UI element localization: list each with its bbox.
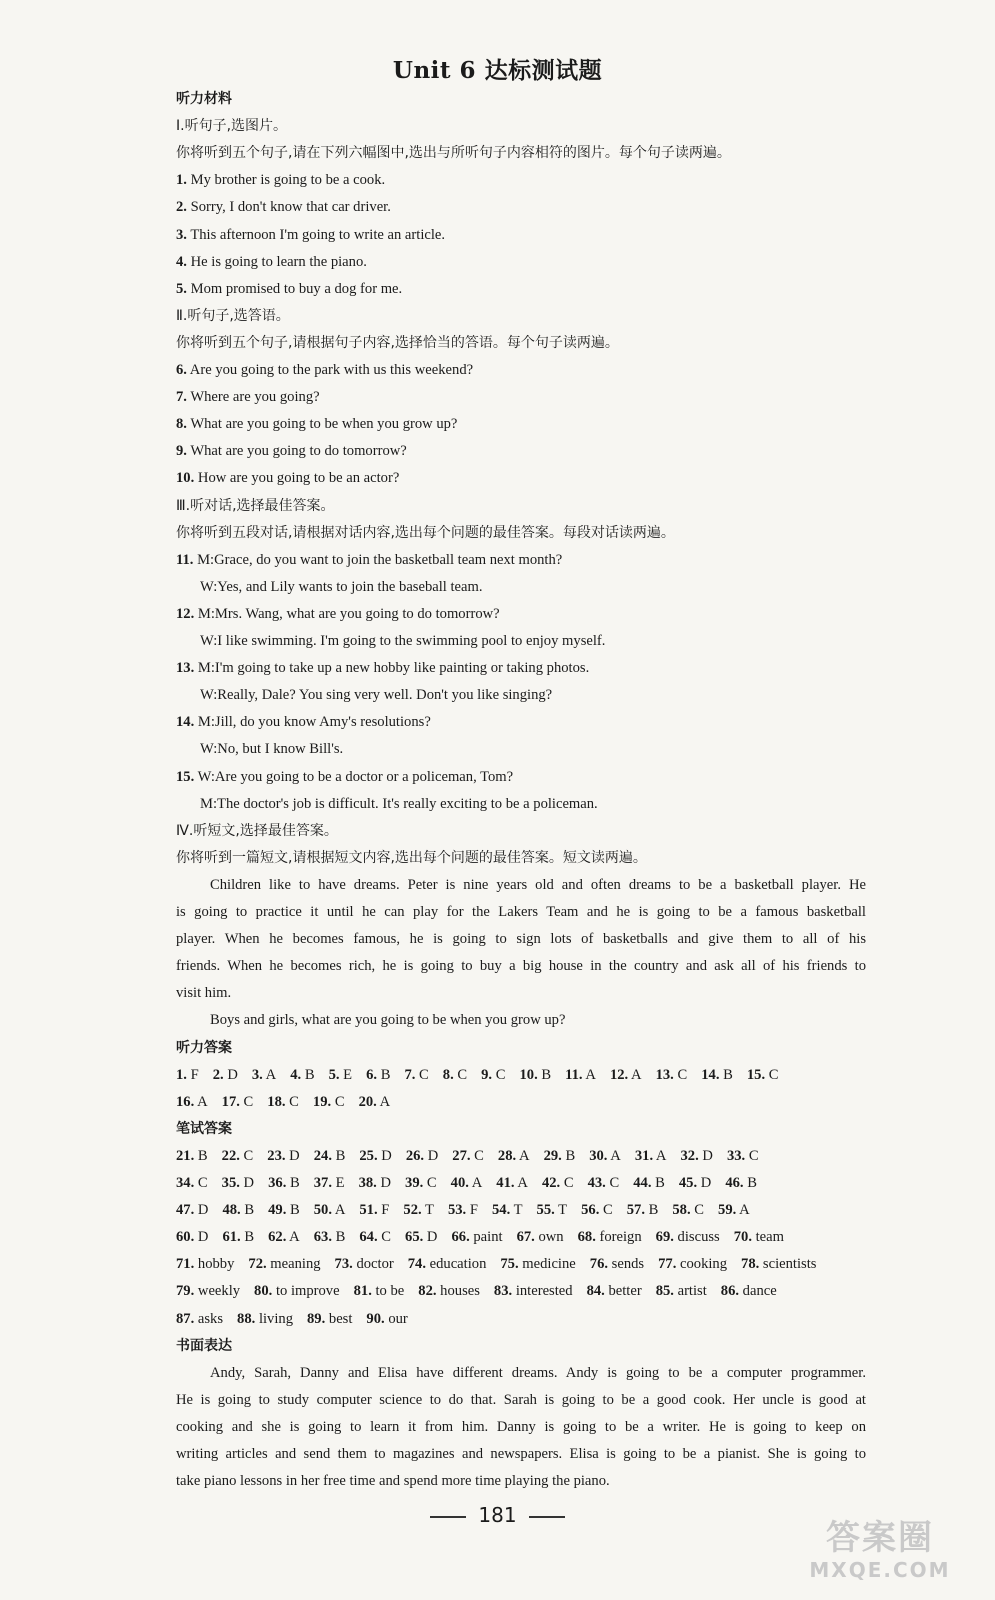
answer-item: 16. A bbox=[176, 1093, 208, 1110]
answer-item: 30. A bbox=[589, 1147, 621, 1164]
answer-item: 29. B bbox=[543, 1147, 576, 1164]
item-text: How are you going to be an actor? bbox=[194, 470, 400, 487]
answer-item: 38. D bbox=[358, 1175, 392, 1191]
answer-item: 35. D bbox=[221, 1175, 255, 1191]
answer-item: 7. C bbox=[404, 1066, 429, 1083]
answer-item: 88. living bbox=[237, 1310, 293, 1327]
answer-row bbox=[176, 1173, 771, 1193]
section-heading: 听力答案 bbox=[176, 1039, 232, 1056]
item-text: M:Mrs. Wang, what are you going to do tomorrow? bbox=[194, 605, 500, 622]
answer-item: 57. B bbox=[626, 1202, 659, 1219]
item-text: Sorry, I don't know that car driver. bbox=[186, 199, 391, 216]
question-item bbox=[176, 468, 399, 488]
answer-item: 64. C bbox=[359, 1229, 392, 1246]
answer-item: 71. hobby bbox=[176, 1256, 235, 1273]
item-number: 14. bbox=[176, 714, 195, 731]
answer-item: 15. C bbox=[746, 1066, 779, 1083]
item-text: M:Jill, do you know Amy's resolutions? bbox=[194, 714, 431, 731]
part-title: Ⅱ.听句子,选答语。 bbox=[176, 307, 290, 324]
answer-item: 53. F bbox=[447, 1202, 478, 1219]
part-instruction: 你将听到一篇短文,请根据短文内容,选出每个问题的最佳答案。短文读两遍。 bbox=[176, 849, 647, 866]
answer-item: 78. scientists bbox=[741, 1256, 817, 1273]
watermark-sub: MXQE.COM bbox=[809, 1558, 951, 1582]
item-text: He is going to learn the piano. bbox=[186, 253, 367, 270]
answer-item: 31. A bbox=[634, 1147, 667, 1164]
answer-item: 21. B bbox=[176, 1147, 208, 1164]
answer-item: 47. D bbox=[176, 1202, 209, 1219]
answer-item: 44. B bbox=[633, 1175, 665, 1191]
answer-item: 63. B bbox=[313, 1229, 346, 1246]
item-number: 6. bbox=[176, 362, 187, 378]
question-item bbox=[176, 252, 367, 272]
answer-item: 5. E bbox=[328, 1066, 353, 1083]
answer-item: 1. F bbox=[176, 1066, 199, 1083]
page-title: Unit 6 达标测试题 bbox=[392, 57, 603, 84]
item-number: 12. bbox=[176, 605, 195, 622]
answer-item: 8. C bbox=[442, 1066, 468, 1083]
answer-item: 72. meaning bbox=[248, 1256, 321, 1273]
answer-item: 86. dance bbox=[720, 1283, 777, 1300]
answer-item: 25. D bbox=[359, 1147, 392, 1164]
dialogue-reply: M:The doctor's job is difficult. It's really exciting to be a policeman. bbox=[200, 795, 598, 812]
question-item bbox=[176, 279, 402, 299]
dialogue-reply: W:Yes, and Lily wants to join the baseball team. bbox=[200, 578, 483, 595]
answer-item: 2. D bbox=[212, 1066, 238, 1083]
question-item bbox=[176, 225, 445, 245]
answer-item: 50. A bbox=[313, 1202, 346, 1219]
answer-item: 22. C bbox=[221, 1147, 254, 1164]
answer-item: 80. to improve bbox=[254, 1283, 340, 1300]
passage-line: player. When he becomes famous, he is going to sign lots of basketballs and give them to all of his bbox=[176, 931, 866, 948]
passage-line: Children like to have dreams. Peter is nine years old and often dreams to be a basketball player. He bbox=[210, 876, 866, 893]
question-item bbox=[176, 170, 385, 190]
dialogue-reply: W:Really, Dale? You sing very well. Don't you like singing? bbox=[200, 687, 553, 704]
answer-item: 10. B bbox=[519, 1066, 552, 1083]
answer-item: 79. weekly bbox=[176, 1283, 241, 1300]
item-text: My brother is going to be a cook. bbox=[186, 172, 386, 189]
dialogue-line bbox=[176, 604, 500, 624]
item-text: M:Grace, do you want to join the basketball team next month? bbox=[193, 551, 563, 568]
answer-item: 69. discuss bbox=[655, 1229, 720, 1246]
answer-item: 40. A bbox=[450, 1175, 483, 1191]
item-number: 5. bbox=[176, 280, 187, 297]
question-item bbox=[176, 414, 457, 434]
answer-item: 36. B bbox=[268, 1175, 300, 1191]
answer-item: 83. interested bbox=[493, 1283, 573, 1300]
item-number: 10. bbox=[176, 470, 195, 487]
item-number: 15. bbox=[176, 768, 195, 785]
answer-item: 59. A bbox=[718, 1202, 750, 1219]
item-number: 7. bbox=[176, 389, 187, 406]
answer-item: 48. B bbox=[222, 1202, 255, 1219]
page-number: 181 bbox=[478, 1503, 517, 1527]
essay-line: take piano lessons in her free time and spend more time playing the piano. bbox=[176, 1473, 610, 1490]
answer-item: 19. C bbox=[312, 1093, 345, 1110]
part-title: Ⅳ.听短文,选择最佳答案。 bbox=[176, 822, 338, 839]
answer-item: 61. B bbox=[222, 1229, 255, 1246]
essay-line: Andy, Sarah, Danny and Elisa have different dreams. Andy is going to be a computer programmer. bbox=[210, 1364, 866, 1381]
answer-item: 49. B bbox=[268, 1202, 300, 1219]
answer-item: 9. C bbox=[481, 1066, 506, 1083]
answer-item: 20. A bbox=[358, 1093, 391, 1110]
answer-item: 3. A bbox=[251, 1066, 277, 1083]
item-text: What are you going to be when you grow up? bbox=[186, 416, 458, 433]
item-text: Mom promised to buy a dog for me. bbox=[186, 280, 403, 297]
item-number: 8. bbox=[176, 416, 187, 433]
section-heading: 听力材料 bbox=[176, 91, 232, 107]
answer-item: 33. C bbox=[726, 1147, 759, 1164]
answer-item: 74. education bbox=[407, 1256, 487, 1273]
dialogue-reply: W:I like swimming. I'm going to the swimming pool to enjoy myself. bbox=[200, 633, 606, 649]
answer-item: 87. asks bbox=[176, 1310, 224, 1327]
answer-item: 26. D bbox=[405, 1147, 439, 1164]
answer-item: 73. doctor bbox=[334, 1256, 394, 1273]
answer-item: 27. C bbox=[452, 1147, 484, 1164]
answer-item: 77. cooking bbox=[658, 1256, 728, 1273]
item-text: W:Are you going to be a doctor or a policeman, Tom? bbox=[194, 768, 514, 785]
answer-row bbox=[176, 1309, 422, 1329]
item-number: 9. bbox=[176, 443, 187, 460]
answer-item: 32. D bbox=[680, 1147, 713, 1164]
answer-item: 46. B bbox=[725, 1175, 757, 1191]
answer-item: 76. sends bbox=[589, 1256, 645, 1273]
answer-item: 68. foreign bbox=[577, 1229, 642, 1246]
item-text: What are you going to do tomorrow? bbox=[186, 443, 407, 460]
item-number: 4. bbox=[176, 253, 187, 270]
passage-question: Boys and girls, what are you going to be when you grow up? bbox=[210, 1012, 566, 1029]
answer-row bbox=[176, 1254, 830, 1274]
answer-item: 6. B bbox=[366, 1066, 391, 1083]
essay-line: cooking and she is going to learn it from him. Danny is going to be a writer. He is going to keep on bbox=[176, 1418, 866, 1435]
answer-row bbox=[176, 1281, 791, 1301]
section-heading: 笔试答案 bbox=[176, 1120, 232, 1137]
dialogue-line bbox=[176, 658, 589, 678]
question-item bbox=[176, 197, 391, 217]
item-text: This afternoon I'm going to write an article. bbox=[186, 226, 446, 243]
answer-item: 82. houses bbox=[418, 1283, 480, 1300]
answer-item: 43. C bbox=[587, 1175, 620, 1191]
passage-line: visit him. bbox=[176, 985, 232, 1002]
item-number: 1. bbox=[176, 172, 187, 189]
answer-item: 24. B bbox=[313, 1147, 346, 1164]
answer-item: 45. D bbox=[678, 1175, 712, 1191]
watermark-logo bbox=[805, 1518, 955, 1588]
essay-line: He is going to study computer science to do that. Sarah is going to be a good cook. Her uncle is good at bbox=[176, 1391, 866, 1408]
watermark-main: 答案圈 bbox=[826, 1518, 934, 1558]
answer-item: 56. C bbox=[581, 1202, 613, 1219]
footer-dash-right bbox=[529, 1516, 565, 1518]
answer-row bbox=[176, 1146, 773, 1166]
answer-row bbox=[176, 1200, 764, 1220]
answer-item: 51. F bbox=[359, 1202, 390, 1219]
item-number: 13. bbox=[176, 660, 195, 677]
answer-item: 58. C bbox=[672, 1202, 705, 1219]
answer-item: 17. C bbox=[221, 1093, 254, 1110]
answer-item: 4. B bbox=[290, 1066, 315, 1083]
answer-item: 66. paint bbox=[451, 1229, 503, 1246]
answer-item: 13. C bbox=[655, 1066, 688, 1083]
answer-row bbox=[176, 1227, 798, 1247]
answer-item: 11. A bbox=[565, 1066, 596, 1083]
part-title: Ⅰ.听句子,选图片。 bbox=[176, 118, 288, 135]
answer-item: 54. T bbox=[491, 1202, 523, 1219]
answer-item: 42. C bbox=[541, 1175, 574, 1191]
item-text: Are you going to the park with us this weekend? bbox=[186, 362, 474, 378]
answer-item: 75. medicine bbox=[500, 1256, 576, 1273]
answer-item: 70. team bbox=[733, 1229, 784, 1246]
item-number: 3. bbox=[176, 226, 187, 243]
answer-item: 90. our bbox=[366, 1310, 408, 1327]
answer-item: 37. E bbox=[313, 1175, 345, 1191]
footer-dash-left bbox=[430, 1516, 466, 1518]
part-instruction: 你将听到五段对话,请根据对话内容,选出每个问题的最佳答案。每段对话读两遍。 bbox=[176, 524, 675, 541]
answer-item: 41. A bbox=[496, 1175, 528, 1191]
dialogue-line bbox=[176, 550, 562, 570]
passage-line: friends. When he becomes rich, he is going to buy a big house in the country and ask all of his friends to bbox=[176, 958, 866, 975]
dialogue-line bbox=[176, 712, 431, 732]
question-item bbox=[176, 441, 407, 461]
answer-item: 67. own bbox=[516, 1229, 564, 1246]
dialogue-line bbox=[176, 767, 513, 787]
answer-item: 85. artist bbox=[655, 1283, 707, 1300]
item-number: 2. bbox=[176, 199, 187, 216]
passage-line: is going to practice it until he can play for the Lakers Team and he is going to be a famous basketball bbox=[176, 904, 866, 920]
part-title: Ⅲ.听对话,选择最佳答案。 bbox=[176, 497, 335, 514]
answer-row bbox=[176, 1065, 793, 1085]
item-number: 11. bbox=[176, 551, 194, 568]
question-item bbox=[176, 387, 320, 407]
section-heading: 书面表达 bbox=[176, 1337, 232, 1354]
answer-item: 34. C bbox=[176, 1175, 208, 1191]
essay-line: writing articles and send them to magazines and newspapers. Elisa is going to be a pianist. She is going to bbox=[176, 1446, 866, 1462]
answer-item: 12. A bbox=[609, 1066, 642, 1083]
answer-row bbox=[176, 1092, 404, 1112]
answer-item: 18. C bbox=[267, 1093, 299, 1110]
dialogue-reply: W:No, but I know Bill's. bbox=[200, 741, 344, 758]
part-instruction: 你将听到五个句子,请在下列六幅图中,选出与所听句子内容相符的图片。每个句子读两遍。 bbox=[176, 145, 731, 162]
question-item bbox=[176, 360, 473, 380]
answer-item: 55. T bbox=[536, 1202, 568, 1219]
item-text: Where are you going? bbox=[186, 389, 320, 406]
answer-item: 14. B bbox=[701, 1066, 733, 1083]
answer-item: 65. D bbox=[405, 1229, 438, 1246]
answer-item: 39. C bbox=[405, 1175, 437, 1191]
answer-item: 84. better bbox=[586, 1283, 642, 1300]
answer-item: 52. T bbox=[403, 1202, 434, 1219]
answer-item: 81. to be bbox=[353, 1283, 405, 1300]
answer-item: 28. A bbox=[497, 1147, 530, 1164]
part-instruction: 你将听到五个句子,请根据句子内容,选择恰当的答语。每个句子读两遍。 bbox=[176, 334, 619, 351]
answer-item: 62. A bbox=[268, 1229, 300, 1246]
answer-item: 89. best bbox=[307, 1310, 353, 1327]
answer-item: 23. D bbox=[267, 1147, 300, 1164]
answer-item: 60. D bbox=[176, 1229, 209, 1246]
item-text: M:I'm going to take up a new hobby like painting or taking photos. bbox=[194, 660, 590, 677]
